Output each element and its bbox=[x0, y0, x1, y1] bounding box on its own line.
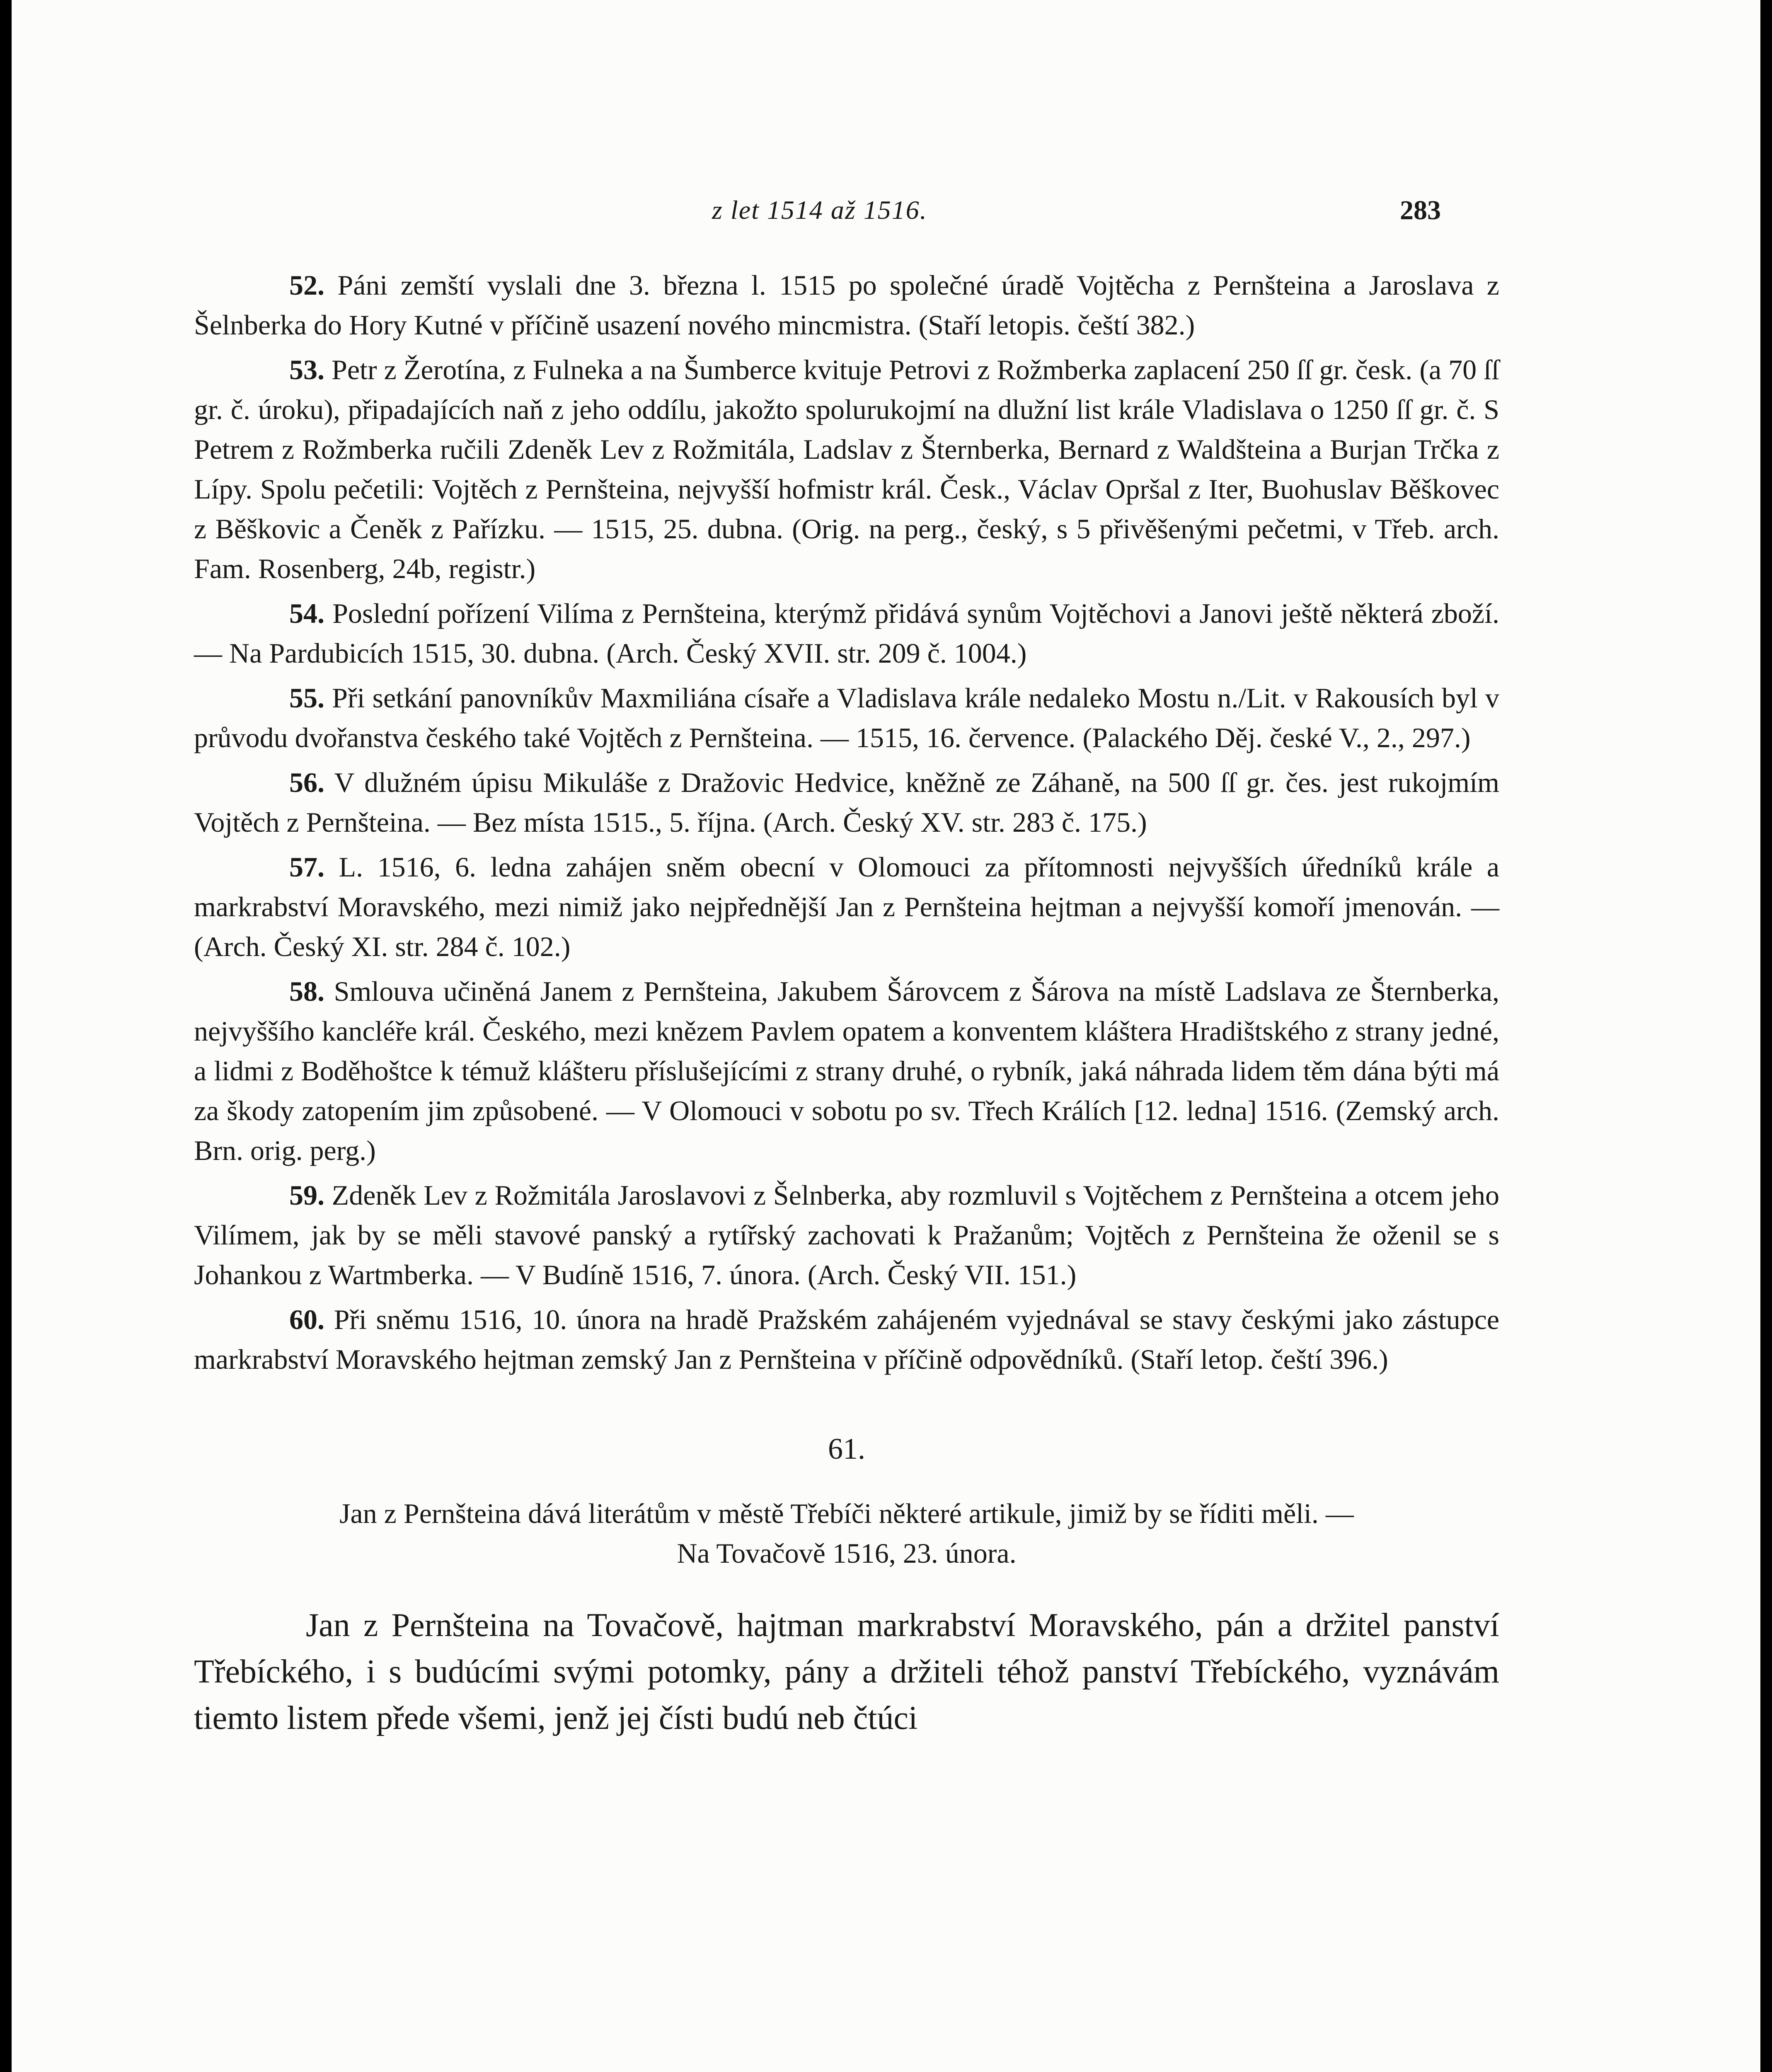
entry-53 bbox=[194, 350, 1499, 588]
document-summary bbox=[194, 1493, 1499, 1573]
entry-52 bbox=[194, 265, 1499, 345]
entry-text: Při setkání panovníkův Maxmiliána císaře a Vladislava krále nedaleko Mostu n./Lit. v Rakousích byl v průvodu dvořanstva českého také Vojtěch z Pernšteina. — 1515, 16. července. (Palackého Děj. české V., 2., 297.) bbox=[194, 682, 1500, 753]
entry-59 bbox=[194, 1175, 1499, 1295]
entry-text: Petr z Žerotína, z Fulneka a na Šumberce kvituje Petrovi z Rožmberka zaplacení 250 ſſ gr. česk. (a 70 ſſ gr. č. úroku), připadajících naň z jeho oddílu, jakožto spolurukojmí na dlužní list krále Vladislava o 1250 ſſ gr. č. S Petrem z Rožmberka ručili Zdeněk Lev z Rožmitála, Ladslav z Šternberka, Bernard z Waldšteina a Burjan Trčka z Lípy. Spolu pečetili: Vojtěch z Pernšteina, nejvyšší hofmistr král. Česk., Václav Opršal z Iter, Buohuslav Běškovec z Běškovic a Čeněk z Pařízku. — 1515, 25. dubna. (Orig. na perg., český, s 5 přivěšenými pečetmi, v Třeb. arch. Fam. Rosenberg, 24b, registr.) bbox=[194, 354, 1499, 584]
entry-text: L. 1516, 6. ledna zahájen sněm obecní v Olomouci za přítomnosti nejvyšších úředníků krále a markrabství Moravského, mezi nimiž jako nejpřednější Jan z Pernšteina hejtman a nejvyšší komoří jmenován. — (Arch. Český XI. str. 284 č. 102.) bbox=[194, 851, 1500, 962]
page-body bbox=[194, 265, 1499, 1741]
entry-text: Zdeněk Lev z Rožmitála Jaroslavovi z Šelnberka, aby rozmluvil s Vojtěchem z Pernšteina a otcem jeho Vilímem, jak by se měli stavové panský a rytířský zachovati k Pražanům; Vojtěch z Pernšteina že oženil se s Johankou z Wartmberka. — V Budíně 1516, 7. února. (Arch. Český VII. 151.) bbox=[194, 1179, 1499, 1290]
document-summary-line: Jan z Pernšteina dává literátům v městě Třebíči některé artikule, jimiž by se říditi měli. — bbox=[339, 1498, 1354, 1529]
entry-number: 53. bbox=[289, 354, 324, 385]
entry-number: 55. bbox=[289, 682, 324, 714]
entry-text: V dlužném úpisu Mikuláše z Dražovic Hedvice, kněžně ze Záhaně, na 500 ſſ gr. čes. jest rukojmím Vojtěch z Pernšteina. — Bez místa 1515., 5. října. (Arch. Český XV. str. 283 č. 175.) bbox=[194, 767, 1499, 838]
entry-text: Poslední pořízení Vilíma z Pernšteina, kterýmž přidává synům Vojtěchovi a Janovi ještě některá zboží. — Na Pardubicích 1515, 30. dubna. (Arch. Český XVII. str. 209 č. 1004.) bbox=[194, 598, 1499, 669]
document-number: 61. bbox=[828, 1432, 865, 1465]
entry-text: Při sněmu 1516, 10. února na hradě Pražském zahájeném vyjednával se stavy českými jako zástupce markrabství Moravského hejtman zemský Jan z Pernšteina v příčině odpovědníků. (Staří letop. čeští 396.) bbox=[194, 1304, 1500, 1375]
entry-number: 52. bbox=[289, 269, 324, 301]
entry-54 bbox=[194, 593, 1499, 673]
entry-57 bbox=[194, 847, 1499, 966]
entry-60 bbox=[194, 1300, 1499, 1379]
document-text: Jan z Pernšteina na Tovačově, hajtman markrabství Moravského, pán a držitel panství Třebíckého, i s budúcími svými potomky, pány a držiteli téhož panství Třebíckého, vyznávám tiemto listem přede všemi, jenž jej čísti budú neb čtúci bbox=[194, 1607, 1499, 1736]
entry-55 bbox=[194, 678, 1499, 758]
page-header bbox=[12, 195, 1760, 244]
entry-text: Smlouva učiněná Janem z Pernšteina, Jakubem Šárovcem z Šárova na místě Ladslava ze Šternberka, nejvyššího kancléře král. Českého, mezi knězem Pavlem opatem a konventem kláštera Hradištského z strany jedné, a lidmi z Boděhoštce k témuž klášteru příslušejícími z strany druhé, o rybník, jaká náhrada lidem těm dána býti má za škody zatopením jim způsobené. — V Olomouci v sobotu po sv. Třech Králích [12. ledna] 1516. (Zemský arch. Brn. orig. perg.) bbox=[194, 975, 1500, 1166]
entry-text: Páni zemští vyslali dne 3. března l. 1515 po společné úradě Vojtěcha z Pernšteina a Jaroslava z Šelnberka do Hory Kutné v příčině usazení nového mincmistra. (Staří letopis. čeští 382.) bbox=[194, 269, 1499, 341]
entry-number: 54. bbox=[289, 598, 324, 629]
page bbox=[12, 0, 1760, 2072]
entry-58 bbox=[194, 971, 1499, 1170]
running-title: z let 1514 až 1516. bbox=[712, 195, 927, 225]
entry-number: 57. bbox=[289, 851, 324, 883]
entry-number: 56. bbox=[289, 767, 324, 798]
document-date-line: Na Tovačově 1516, 23. února. bbox=[677, 1537, 1017, 1569]
entry-56 bbox=[194, 762, 1499, 842]
page-number: 283 bbox=[1400, 195, 1441, 225]
entry-number: 59. bbox=[289, 1179, 324, 1211]
entry-number: 60. bbox=[289, 1304, 324, 1335]
entry-number: 58. bbox=[289, 975, 324, 1007]
